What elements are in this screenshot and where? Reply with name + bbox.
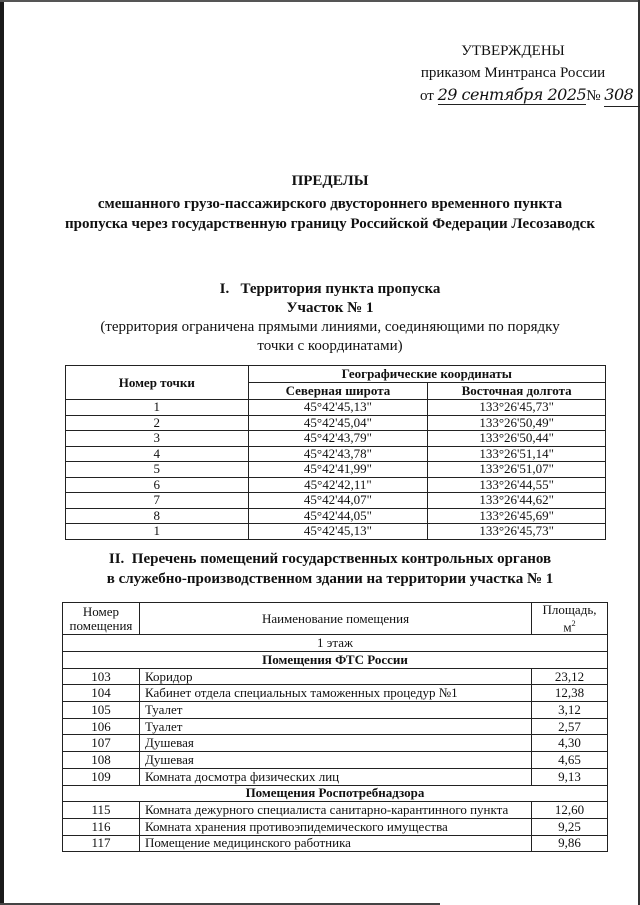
room-area: 4,65 xyxy=(532,752,608,769)
room-area: 12,38 xyxy=(532,685,608,702)
coordinate-row xyxy=(66,508,606,524)
coordinate-point: 1 xyxy=(66,400,249,416)
room-number: 117 xyxy=(63,835,140,852)
from-label: от xyxy=(420,88,434,104)
coordinate-point: 3 xyxy=(66,431,249,447)
room-area: 3,12 xyxy=(532,702,608,719)
approval-title: УТВЕРЖДЕНЫ xyxy=(461,43,565,59)
header-latitude: Северная широта xyxy=(248,383,428,400)
coordinate-lat: 45°42'41,99" xyxy=(248,462,428,478)
approval-order: приказом Минтранса России xyxy=(420,65,606,81)
document-subtitle-line1: смешанного грузо-пассажирского двустороннего временного пункта xyxy=(97,196,563,212)
section2-heading-line1: II. Перечень помещений государственных контрольных органов xyxy=(108,551,552,567)
room-name: Комната досмотра физических лиц xyxy=(139,768,531,785)
coordinate-point: 2 xyxy=(66,415,249,431)
floor-row: 1 этаж xyxy=(63,635,608,652)
room-row xyxy=(63,718,608,735)
coordinates-table xyxy=(65,365,606,540)
group-row xyxy=(63,652,608,669)
coordinate-point: 6 xyxy=(66,477,249,493)
document-title: ПРЕДЕЛЫ xyxy=(291,173,369,189)
coordinate-lon: 133°26'45,73" xyxy=(428,524,606,540)
coordinate-lat: 45°42'45,04" xyxy=(248,415,428,431)
section2-heading-block xyxy=(60,549,600,589)
number-label: № xyxy=(586,88,601,104)
coordinate-lat: 45°42'45,13" xyxy=(248,524,428,540)
handwritten-number: 308 xyxy=(604,84,640,107)
room-row xyxy=(63,702,608,719)
handwritten-date: 29 сентября 2025 xyxy=(437,85,587,104)
room-row xyxy=(63,752,608,769)
document-title-block xyxy=(40,170,620,234)
header-room-number: Номер помещения xyxy=(63,603,140,635)
header-point-number: Номер точки xyxy=(66,366,249,400)
room-row xyxy=(63,685,608,702)
coordinate-row xyxy=(66,493,606,509)
coordinate-lon: 133°26'45,69" xyxy=(428,508,606,524)
room-number: 115 xyxy=(63,802,140,819)
room-name: Коридор xyxy=(139,668,531,685)
coordinate-row xyxy=(66,400,606,416)
coordinate-lat: 45°42'44,07" xyxy=(248,493,428,509)
coordinate-point: 8 xyxy=(66,508,249,524)
coordinate-lon: 133°26'50,44" xyxy=(428,431,606,447)
coordinate-row xyxy=(66,524,606,540)
room-area: 9,13 xyxy=(532,768,608,785)
coordinate-lat: 45°42'44,05" xyxy=(248,508,428,524)
coordinate-lon: 133°26'51,14" xyxy=(428,446,606,462)
coordinate-point: 4 xyxy=(66,446,249,462)
coordinate-row xyxy=(66,415,606,431)
room-name: Комната хранения противоэпидемического имущества xyxy=(139,818,531,835)
section1-subheading: Участок № 1 xyxy=(286,300,374,316)
group-title: Помещения Роспотребнадзора xyxy=(63,785,608,802)
room-area: 23,12 xyxy=(532,668,608,685)
approval-stamp xyxy=(408,40,634,107)
room-number: 106 xyxy=(63,718,140,735)
header-geo-coordinates: Географические координаты xyxy=(248,366,605,383)
room-area: 4,30 xyxy=(532,735,608,752)
room-name: Туалет xyxy=(139,702,531,719)
room-row xyxy=(63,818,608,835)
header-room-name: Наименование помещения xyxy=(139,603,531,635)
coordinate-row xyxy=(66,462,606,478)
section1-heading-block xyxy=(80,280,580,356)
room-number: 103 xyxy=(63,668,140,685)
room-row xyxy=(63,802,608,819)
room-name: Туалет xyxy=(139,718,531,735)
room-row xyxy=(63,668,608,685)
section1-note-line2: точки с координатами) xyxy=(257,338,403,354)
room-name: Душевая xyxy=(139,735,531,752)
coordinate-lat: 45°42'45,13" xyxy=(248,400,428,416)
header-longitude: Восточная долгота xyxy=(428,383,606,400)
room-row xyxy=(63,768,608,785)
coordinate-lat: 45°42'43,79" xyxy=(248,431,428,447)
coordinate-row xyxy=(66,431,606,447)
section2-heading-line2: в служебно-производственном здании на территории участка № 1 xyxy=(106,571,554,587)
coordinate-lon: 133°26'44,55" xyxy=(428,477,606,493)
room-row xyxy=(63,735,608,752)
room-area: 2,57 xyxy=(532,718,608,735)
coordinate-lon: 133°26'50,49" xyxy=(428,415,606,431)
coordinate-point: 7 xyxy=(66,493,249,509)
section1-note-line1: (территория ограничена прямыми линиями, соединяющими по порядку xyxy=(100,319,560,335)
document-subtitle-line2: пропуска через государственную границу Российской Федерации Лесозаводск xyxy=(65,216,595,232)
room-number: 116 xyxy=(63,818,140,835)
room-row xyxy=(63,835,608,852)
coordinate-point: 5 xyxy=(66,462,249,478)
coordinate-row xyxy=(66,477,606,493)
rooms-table xyxy=(62,602,608,852)
header-room-area: Площадь, $м^2$ xyxy=(532,603,608,635)
room-name: Комната дежурного специалиста санитарно-карантинного пункта xyxy=(139,802,531,819)
room-number: 109 xyxy=(63,768,140,785)
section1-heading: I. Территория пункта пропуска xyxy=(219,281,441,297)
coordinate-lon: 133°26'44,62" xyxy=(428,493,606,509)
group-title: Помещения ФТС России xyxy=(63,652,608,669)
coordinate-lon: 133°26'45,73" xyxy=(428,400,606,416)
room-number: 107 xyxy=(63,735,140,752)
coordinate-lat: 45°42'43,78" xyxy=(248,446,428,462)
group-row xyxy=(63,785,608,802)
room-number: 104 xyxy=(63,685,140,702)
room-name: Душевая xyxy=(139,752,531,769)
coordinate-lat: 45°42'42,11" xyxy=(248,477,428,493)
room-area: 12,60 xyxy=(532,802,608,819)
scan-edge-left xyxy=(0,0,4,905)
coordinate-lon: 133°26'51,07" xyxy=(428,462,606,478)
room-name: Кабинет отдела специальных таможенных процедур №1 xyxy=(139,685,531,702)
room-number: 105 xyxy=(63,702,140,719)
coordinate-row xyxy=(66,446,606,462)
room-number: 108 xyxy=(63,752,140,769)
room-area: 9,25 xyxy=(532,818,608,835)
scan-edge-top xyxy=(0,0,640,2)
approval-date-line xyxy=(408,84,634,107)
room-name: Помещение медицинского работника xyxy=(139,835,531,852)
coordinate-point: 1 xyxy=(66,524,249,540)
room-area: 9,86 xyxy=(532,835,608,852)
